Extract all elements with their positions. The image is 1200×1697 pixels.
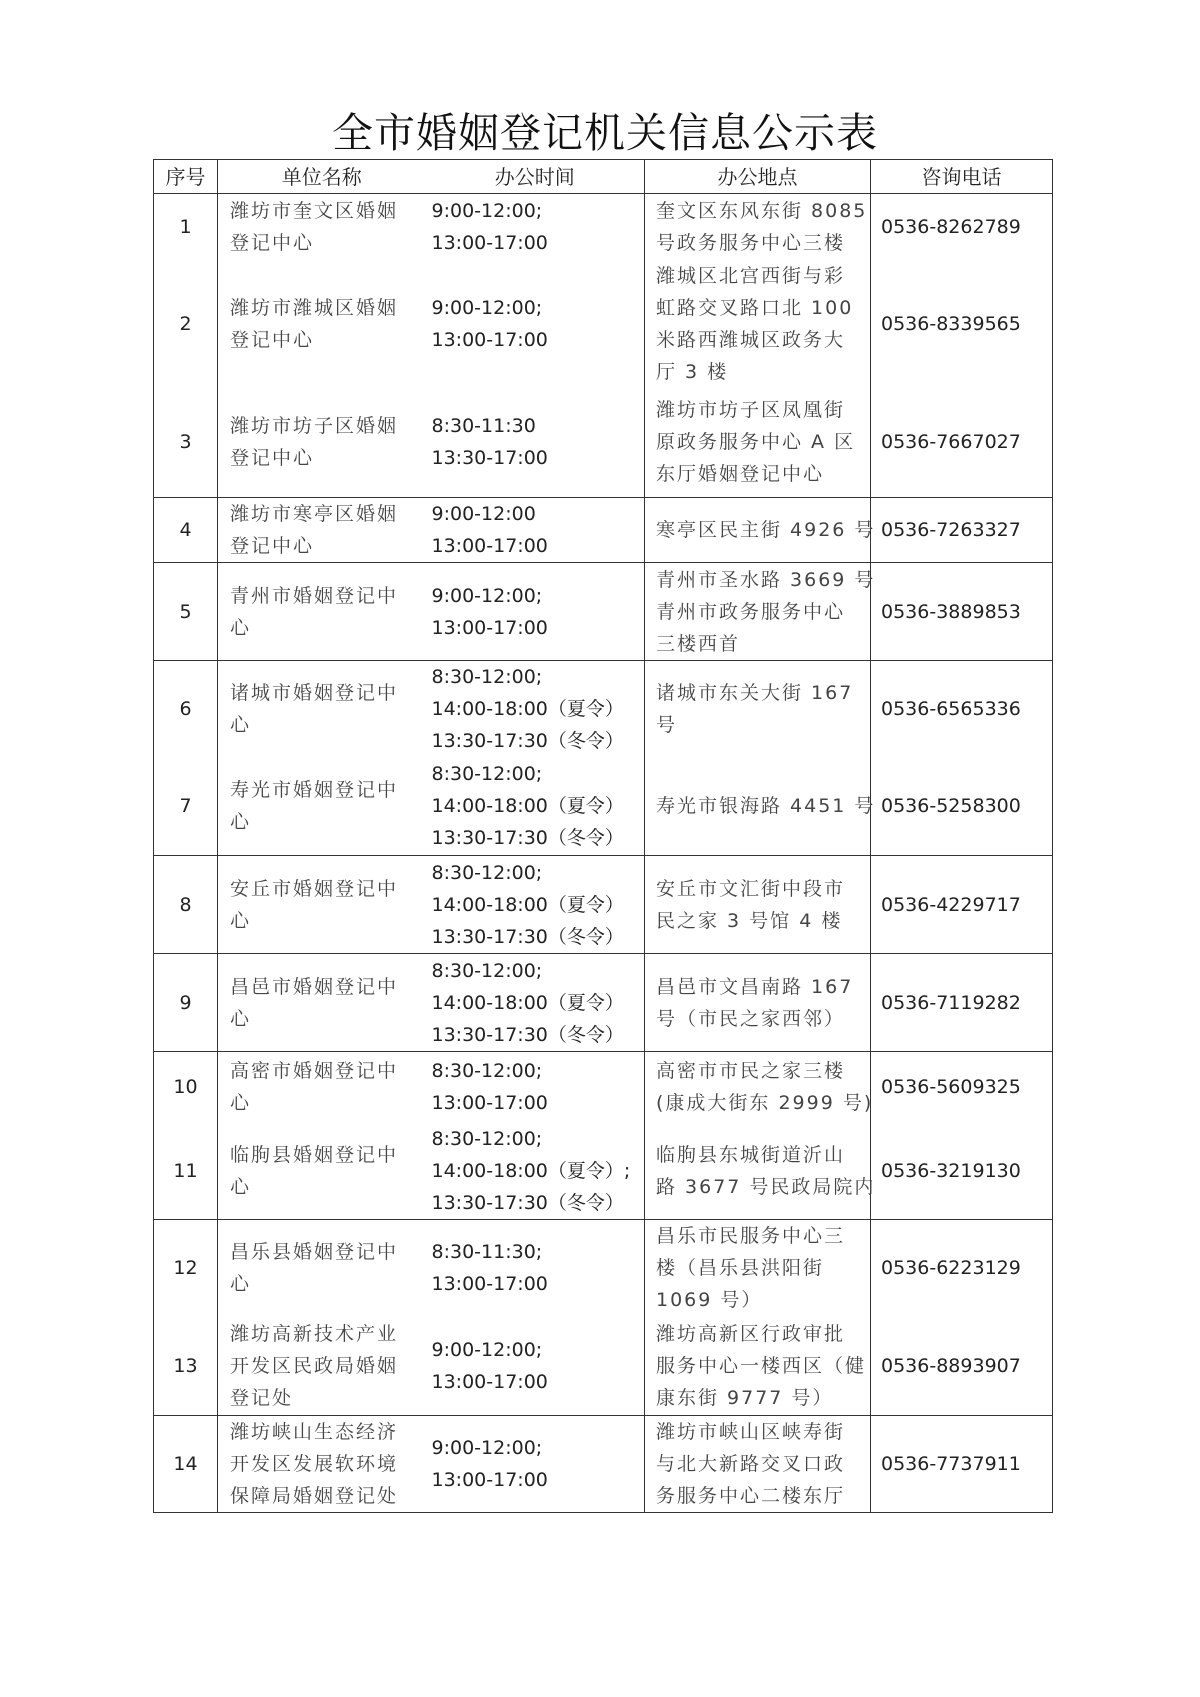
addr-line: 号政务服务中心三楼	[656, 231, 846, 254]
office-address	[645, 1317, 871, 1415]
addr-line: 奎文区东风东街 8085	[656, 199, 868, 222]
addr-line: 青州市政务服务中心	[656, 600, 846, 623]
name-line: 潍坊市潍城区婚姻	[230, 296, 399, 319]
addr-line: 1069 号）	[656, 1289, 763, 1312]
office-hours	[426, 1219, 645, 1317]
addr-line: (康成大街东 2999 号)	[656, 1092, 874, 1115]
header-index: 序号	[154, 160, 218, 194]
row-index: 14	[154, 1415, 218, 1512]
unit-name	[218, 661, 426, 758]
office-address	[645, 1052, 874, 1123]
unit-name	[218, 1415, 426, 1512]
name-line: 潍坊市寒亭区婚姻	[230, 503, 399, 525]
addr-line: 诸城市东关大街 167	[656, 682, 854, 705]
name-line: 心	[230, 1092, 252, 1115]
addr-line: 潍坊市峡山区峡寿街	[656, 1420, 846, 1443]
unit-name	[218, 194, 426, 260]
name-line: 安丘市婚姻登记中	[230, 877, 399, 900]
office-hours	[426, 498, 645, 563]
row-index: 10	[154, 1052, 218, 1123]
office-hours	[426, 954, 645, 1052]
addr-line: 东厅婚姻登记中心	[656, 463, 825, 486]
registry-table	[153, 159, 1053, 1513]
time-line: 9:00-12:00;	[431, 1338, 543, 1361]
row-index: 8	[154, 856, 218, 954]
table-row	[154, 1219, 1053, 1317]
office-hours	[426, 758, 645, 856]
time-line: 13:00-17:00	[431, 1468, 548, 1491]
phone-number: 0536-7737911	[871, 1415, 1053, 1512]
addr-line: 潍坊高新区行政审批	[656, 1322, 846, 1345]
office-address	[645, 388, 871, 498]
name-line: 登记中心	[230, 447, 315, 470]
time-line: 14:00-18:00（夏令）	[431, 698, 624, 721]
table-row	[154, 498, 1053, 563]
office-hours	[426, 1415, 645, 1512]
time-line: 9:00-12:00;	[431, 584, 543, 607]
table-row	[154, 260, 1053, 388]
addr-line: 青州市圣水路 3669 号	[656, 568, 876, 591]
unit-name	[218, 856, 426, 954]
office-address	[645, 194, 871, 260]
name-line: 临朐县婚姻登记中	[230, 1143, 399, 1166]
office-address	[645, 1415, 871, 1512]
unit-name	[218, 954, 426, 1052]
addr-line: 虹路交叉路口北 100	[656, 296, 854, 319]
addr-line: 寿光市银海路 4451 号	[656, 795, 876, 818]
office-hours	[426, 563, 645, 661]
time-line: 13:00-17:00	[431, 535, 548, 557]
name-line: 心	[230, 1273, 252, 1296]
addr-line: 昌邑市文昌南路 167	[656, 975, 854, 998]
name-line: 登记中心	[230, 535, 315, 557]
table-row	[154, 563, 1053, 661]
time-line: 14:00-18:00（夏令）	[431, 991, 624, 1014]
office-hours	[426, 260, 645, 388]
row-index: 11	[154, 1123, 218, 1220]
time-line: 9:00-12:00;	[431, 199, 543, 222]
time-line: 8:30-12:00;	[431, 763, 543, 786]
unit-name	[218, 563, 426, 661]
header-office-hours: 办公时间	[426, 160, 645, 194]
table-row	[154, 758, 1053, 856]
phone-number: 0536-3889853	[871, 563, 1053, 661]
time-line: 13:30-17:30（冬令）	[431, 1191, 624, 1214]
office-address	[645, 563, 876, 661]
name-line: 昌乐县婚姻登记中	[230, 1241, 399, 1264]
row-index: 7	[154, 758, 218, 856]
row-index: 3	[154, 388, 218, 498]
office-hours	[426, 1052, 645, 1123]
addr-line: 民之家 3 号馆 4 楼	[656, 909, 843, 932]
addr-line: 三楼西首	[656, 632, 741, 655]
time-line: 13:30-17:30（冬令）	[431, 925, 624, 948]
phone-number: 0536-8339565	[871, 260, 1053, 388]
name-line: 开发区民政局婚姻	[230, 1354, 399, 1377]
row-index: 9	[154, 954, 218, 1052]
time-line: 13:00-17:00	[431, 616, 548, 639]
time-line: 8:30-11:30	[431, 415, 536, 438]
header-unit-name: 单位名称	[218, 160, 426, 194]
row-index: 1	[154, 194, 218, 260]
phone-number: 0536-4229717	[871, 856, 1053, 954]
name-line: 心	[230, 616, 252, 639]
row-index: 2	[154, 260, 218, 388]
time-line: 14:00-18:00（夏令）	[431, 893, 624, 916]
name-line: 心	[230, 811, 252, 834]
time-line: 8:30-11:30;	[431, 1241, 543, 1264]
name-line: 潍坊市奎文区婚姻	[230, 199, 399, 222]
phone-number: 0536-7263327	[871, 498, 1053, 563]
row-index: 6	[154, 661, 218, 758]
office-address	[645, 758, 876, 856]
time-line: 14:00-18:00（夏令）;	[431, 1159, 631, 1182]
table-row	[154, 856, 1053, 954]
phone-number: 0536-6223129	[871, 1219, 1053, 1317]
addr-line: 潍坊市坊子区凤凰街	[656, 399, 846, 422]
office-address	[645, 856, 871, 954]
name-line: 诸城市婚姻登记中	[230, 682, 399, 705]
time-line: 13:00-17:00	[431, 1092, 548, 1115]
time-line: 13:00-17:00	[431, 1273, 548, 1296]
name-line: 登记中心	[230, 231, 315, 254]
table-row	[154, 1123, 1053, 1220]
time-line: 13:00-17:00	[431, 1370, 548, 1393]
office-address	[645, 1219, 871, 1317]
unit-name	[218, 260, 426, 388]
office-hours	[426, 661, 645, 758]
time-line: 13:30-17:00	[431, 447, 548, 470]
name-line: 心	[230, 714, 252, 737]
addr-line: 路 3677 号民政局院内	[656, 1175, 876, 1198]
name-line: 高密市婚姻登记中	[230, 1060, 399, 1083]
office-address	[645, 661, 871, 758]
time-line: 8:30-12:00;	[431, 959, 543, 982]
phone-number: 0536-7667027	[871, 388, 1053, 498]
time-line: 13:30-17:30（冬令）	[431, 1023, 624, 1046]
phone-number: 0536-3219130	[871, 1123, 1053, 1220]
name-line: 寿光市婚姻登记中	[230, 779, 399, 802]
office-address	[645, 260, 871, 388]
unit-name	[218, 498, 426, 563]
table-row	[154, 388, 1053, 498]
office-address	[645, 498, 876, 563]
addr-line: 米路西潍城区政务大	[656, 328, 846, 351]
office-hours	[426, 1123, 645, 1220]
time-line: 13:00-17:00	[431, 328, 548, 351]
header-phone: 咨询电话	[871, 160, 1053, 194]
time-line: 8:30-12:00;	[431, 666, 543, 689]
phone-number: 0536-7119282	[871, 954, 1053, 1052]
table-row	[154, 1052, 1053, 1123]
name-line: 心	[230, 1007, 252, 1030]
name-line: 青州市婚姻登记中	[230, 584, 399, 607]
addr-line: 寒亭区民主街 4926 号	[656, 519, 876, 541]
row-index: 5	[154, 563, 218, 661]
addr-line: 临朐县东城街道沂山	[656, 1143, 846, 1166]
unit-name	[218, 1123, 426, 1220]
addr-line: 务服务中心二楼东厅	[656, 1484, 846, 1507]
name-line: 潍坊高新技术产业	[230, 1322, 399, 1345]
phone-number: 0536-6565336	[871, 661, 1053, 758]
addr-line: 高密市市民之家三楼	[656, 1060, 846, 1083]
time-line: 13:30-17:30（冬令）	[431, 827, 624, 850]
addr-line: 与北大新路交叉口政	[656, 1452, 846, 1475]
addr-line: 号（市民之家西邻）	[656, 1007, 846, 1030]
table-row	[154, 954, 1053, 1052]
office-hours	[426, 194, 645, 260]
time-line: 8:30-12:00;	[431, 1127, 543, 1150]
time-line: 9:00-12:00	[431, 503, 536, 525]
name-line: 保障局婚姻登记处	[230, 1484, 399, 1507]
addr-line: 厅 3 楼	[656, 360, 729, 383]
addr-line: 安丘市文汇街中段市	[656, 877, 846, 900]
time-line: 13:30-17:30（冬令）	[431, 730, 624, 753]
unit-name	[218, 758, 426, 856]
name-line: 潍坊峡山生态经济	[230, 1420, 399, 1443]
row-index: 4	[154, 498, 218, 563]
unit-name	[218, 1219, 426, 1317]
name-line: 潍坊市坊子区婚姻	[230, 415, 399, 438]
office-hours	[426, 388, 645, 498]
row-index: 12	[154, 1219, 218, 1317]
table-row	[154, 661, 1053, 758]
page-title: 全市婚姻登记机关信息公示表	[332, 109, 878, 157]
addr-line: 服务中心一楼西区（健	[656, 1354, 867, 1377]
time-line: 13:00-17:00	[431, 231, 548, 254]
phone-number: 0536-8262789	[871, 194, 1053, 260]
table-header-row	[154, 160, 1053, 194]
name-line: 昌邑市婚姻登记中	[230, 975, 399, 998]
addr-line: 号	[656, 714, 678, 737]
office-hours	[426, 856, 645, 954]
name-line: 开发区发展软环境	[230, 1452, 399, 1475]
addr-line: 潍城区北宫西街与彩	[656, 264, 846, 287]
addr-line: 楼（昌乐县洪阳街	[656, 1257, 825, 1280]
time-line: 8:30-12:00;	[431, 861, 543, 884]
phone-number: 0536-5609325	[871, 1052, 1053, 1123]
unit-name	[218, 388, 426, 498]
addr-line: 昌乐市民服务中心三	[656, 1225, 846, 1248]
unit-name	[218, 1052, 426, 1123]
table-row	[154, 1415, 1053, 1512]
name-line: 登记处	[230, 1386, 294, 1409]
unit-name	[218, 1317, 426, 1415]
office-address	[645, 954, 871, 1052]
table-row	[154, 1317, 1053, 1415]
addr-line: 原政务服务中心 A 区	[656, 431, 856, 454]
time-line: 14:00-18:00（夏令）	[431, 795, 624, 818]
office-address	[645, 1123, 876, 1220]
phone-number: 0536-5258300	[871, 758, 1053, 856]
name-line: 心	[230, 909, 252, 932]
name-line: 登记中心	[230, 328, 315, 351]
time-line: 9:00-12:00;	[431, 296, 543, 319]
addr-line: 康东街 9777 号）	[656, 1386, 834, 1409]
header-address: 办公地点	[645, 160, 871, 194]
time-line: 9:00-12:00;	[431, 1436, 543, 1459]
phone-number: 0536-8893907	[871, 1317, 1053, 1415]
time-line: 8:30-12:00;	[431, 1060, 543, 1083]
table-row	[154, 194, 1053, 260]
row-index: 13	[154, 1317, 218, 1415]
name-line: 心	[230, 1175, 252, 1198]
office-hours	[426, 1317, 645, 1415]
